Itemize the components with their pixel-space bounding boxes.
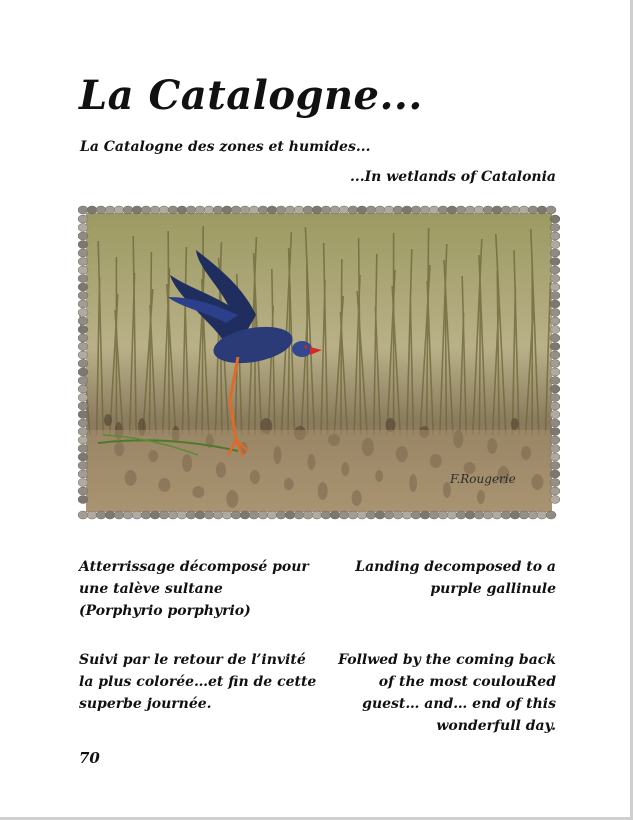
caption-fr-1-line: (Porphyrio porphyrio): [79, 603, 251, 619]
caption-en-2-line: Follwed by the coming back: [338, 652, 556, 668]
caption-fr-2-line: la plus colorée…et fin de cette: [79, 674, 317, 690]
caption-fr-1: [79, 556, 309, 622]
photo-scene: [80, 213, 552, 512]
subtitle-french: La Catalogne des zones et humides...: [80, 139, 371, 155]
page-title: La Catalogne...: [79, 72, 423, 119]
caption-fr-2: [79, 649, 316, 715]
page-number: 70: [79, 749, 100, 767]
caption-en-1: [355, 556, 556, 600]
caption-en-2-line: of the most coulouRed: [378, 674, 556, 690]
caption-en-1-line: purple gallinule: [430, 581, 556, 597]
caption-en-2-line: guest… and… end of this: [362, 696, 556, 712]
caption-en-2-line: wonderfull day.: [436, 718, 556, 734]
caption-fr-2-line: Suivi par le retour de l’invité: [79, 652, 306, 668]
caption-fr-1-line: Atterrissage décomposé pour: [79, 559, 309, 575]
caption-fr-2-line: superbe journée.: [79, 696, 212, 712]
caption-en-2: [338, 649, 556, 737]
subtitle-english: ...In wetlands of Catalonia: [350, 169, 556, 185]
caption-en-1-line: Landing decomposed to a: [355, 559, 556, 575]
caption-fr-1-line: une talève sultane: [79, 581, 223, 597]
photographer-signature: F.Rougerie: [450, 472, 516, 486]
bird-photo: [78, 205, 560, 520]
